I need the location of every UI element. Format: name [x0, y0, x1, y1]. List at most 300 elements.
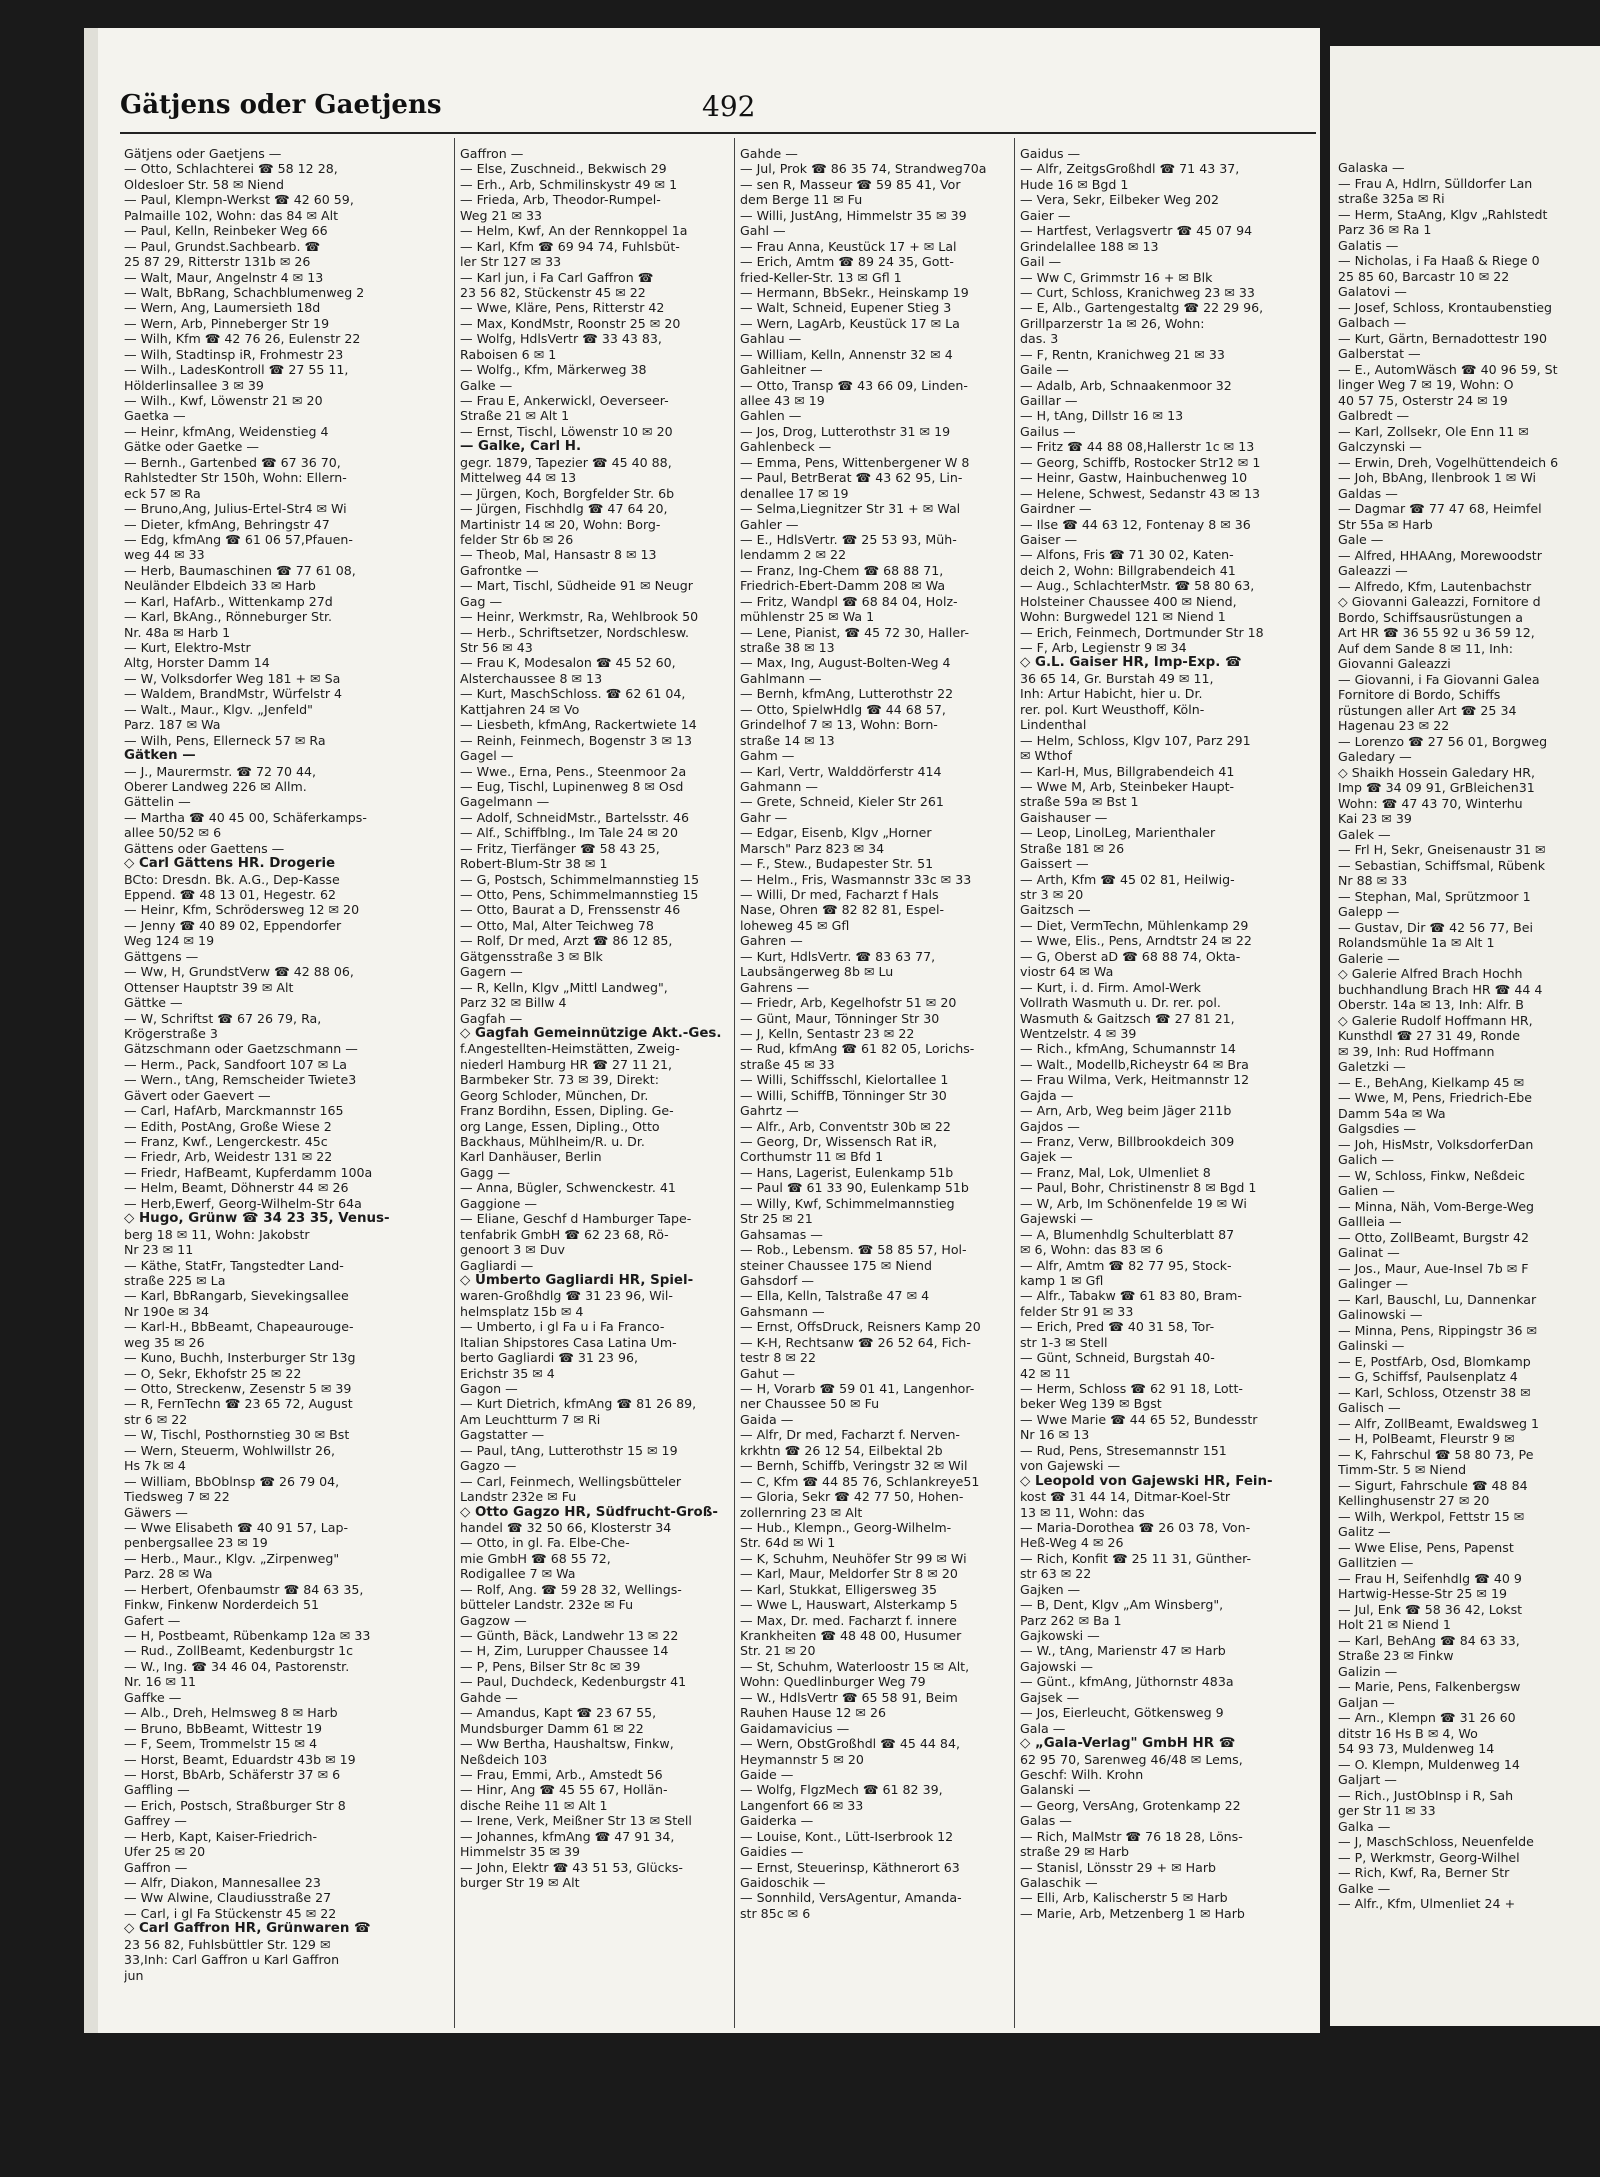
surname-heading: Gaillar — [1020, 393, 1078, 408]
directory-entry-line: — Rich, Konfit ☎ 25 11 31, Günther- [1020, 1550, 1252, 1566]
surname-heading: Gajda — [1020, 1087, 1074, 1103]
directory-entry-line: burger Str 19 ✉ Alt [460, 1875, 580, 1890]
surname-heading: Galdas — [1338, 485, 1398, 501]
directory-entry-line: str 1-3 ✉ Stell [1020, 1334, 1108, 1350]
directory-entry-line: — Paul, BetrBerat ☎ 43 62 95, Lin- [740, 470, 963, 486]
running-head: Gätjens oder Gaetjens [120, 90, 442, 120]
directory-entry-line: kost ☎ 31 44 14, Ditmar-Koel-Str [1020, 1489, 1231, 1505]
directory-entry-line: — Otto, Baurat a D, Frenssenstr 46 [460, 902, 681, 918]
directory-entry-line: — Paul, Bohr, Christinenstr 8 ✉ Bgd 1 [1020, 1180, 1257, 1196]
surname-heading: Gaiderka — [740, 1813, 814, 1829]
directory-entry-line: — Karl, Stukkat, Elligersweg 35 [740, 1581, 937, 1597]
directory-entry-line: Krankheiten ☎ 48 48 00, Husumer [740, 1628, 962, 1643]
directory-entry-line: — Hermann, BbSekr., Heinskamp 19 [740, 284, 969, 300]
directory-entry-line: Robert-Blum-Str 38 ✉ 1 [460, 856, 608, 872]
surname-heading: Galke — [1338, 1880, 1391, 1896]
directory-entry-line: — Wern, LagArb, Keustück 17 ✉ La [740, 315, 960, 331]
directory-entry-line: — Horst, BbArb, Schäferstr 37 ✉ 6 [124, 1766, 341, 1782]
directory-entry-line: Oberstr. 14a ✉ 13, Inh: Alfr. B [1338, 997, 1524, 1012]
header-rule [120, 132, 1316, 134]
directory-entry-line: — Otto, Streckenw, Zesenstr 5 ✉ 39 [124, 1381, 352, 1396]
directory-entry-line: allee 50/52 ✉ 6 [124, 825, 222, 841]
surname-heading: Gahrens — [740, 979, 810, 995]
directory-entry-line: Imp ☎ 34 09 91, GrBleichen31 [1338, 780, 1535, 795]
directory-entry-line: straße 14 ✉ 13 [740, 732, 835, 748]
directory-entry-line: — Grete, Schneid, Kieler Str 261 [740, 794, 944, 810]
directory-entry-line: — Adolf, SchneidMstr., Bartelsstr. 46 [460, 809, 689, 825]
directory-entry-line: Landstr 232e ✉ Fu [460, 1489, 577, 1505]
directory-entry-line: rer. pol. Kurt Weusthoff, Köln- [1020, 701, 1205, 717]
surname-heading: Gaitzsch — [1020, 902, 1091, 918]
surname-heading: Gafrontke — [460, 562, 539, 578]
directory-entry-line: Rodigallee 7 ✉ Wa [460, 1566, 576, 1582]
directory-entry-line: 23 56 82, Fuhlsbüttler Str. 129 ✉ [124, 1936, 331, 1952]
directory-entry-line: ◇ Giovanni Galeazzi, Fornitore d [1338, 594, 1541, 609]
directory-entry-line: — Herm, StaAng, Klgv „Rahlstedt [1338, 206, 1548, 222]
surname-heading: Gaffke — [124, 1689, 182, 1705]
directory-entry-line: — Herm., Pack, Sandfoort 107 ✉ La [124, 1056, 347, 1072]
surname-heading: Gaidus — [1020, 146, 1081, 161]
directory-entry-line: Nr 23 ✉ 11 [124, 1242, 194, 1258]
directory-entry-line: — E., BehAng, Kielkamp 45 ✉ [1338, 1074, 1525, 1090]
directory-entry-line: linger Weg 7 ✉ 19, Wohn: O [1338, 377, 1514, 392]
directory-entry-line: Parz. 28 ✉ Wa [124, 1566, 213, 1582]
surname-heading: Galek — [1338, 826, 1391, 842]
directory-entry-line: — Arn., Klempn ☎ 31 26 60 [1338, 1710, 1516, 1725]
surname-heading: Galepp — [1338, 904, 1400, 919]
directory-entry-line: Auf dem Sande 8 ✉ 11, Inh: [1338, 640, 1514, 656]
directory-entry-line: — Bruno, BbBeamt, Wittestr 19 [124, 1720, 323, 1736]
surname-heading: Galeazzi — [1338, 563, 1408, 578]
directory-entry-line: — Alb., Dreh, Helmsweg 8 ✉ Harb [124, 1705, 338, 1721]
directory-entry-line: — Horst, Beamt, Eduardstr 43b ✉ 19 [124, 1751, 356, 1767]
directory-entry-line: dische Reihe 11 ✉ Alt 1 [460, 1797, 608, 1813]
surname-heading: Gahut — [740, 1365, 795, 1381]
directory-entry-line: — Frau Wilma, Verk, Heitmannstr 12 [1020, 1072, 1250, 1088]
directory-entry-line: — Reinh, Feinmech, Bogenstr 3 ✉ 13 [460, 732, 693, 748]
directory-entry-line: — Otto, Pens, Schimmelmannstieg 15 [460, 887, 699, 902]
directory-entry-line: penbergsallee 23 ✉ 19 [124, 1535, 268, 1551]
directory-entry-line: — Jürgen, Koch, Borgfelder Str. 6b [460, 485, 675, 501]
directory-entry-line: — W., Ing. ☎ 34 46 04, Pastorenstr. [124, 1658, 350, 1674]
directory-entry-line: — Stanisl, Lönsstr 29 + ✉ Harb [1020, 1859, 1217, 1875]
directory-entry-line: — W, Schriftst ☎ 67 26 79, Ra, [124, 1010, 322, 1026]
directory-entry-line: — Franz, Mal, Lok, Ulmenliet 8 [1020, 1164, 1211, 1180]
surname-heading: Gaffron — [460, 146, 524, 161]
directory-entry-line: — Hans, Lagerist, Eulenkamp 51b [740, 1164, 954, 1180]
directory-entry-line: — Herbert, Ofenbaumstr ☎ 84 63 35, [124, 1581, 364, 1597]
directory-entry-line: — Karl jun, i Fa Carl Gaffron ☎ [460, 269, 654, 285]
directory-entry-line: — K, Fahrschul ☎ 58 80 73, Pe [1338, 1446, 1534, 1462]
surname-heading: Gahl — [740, 223, 786, 239]
directory-entry-line: — Bernh, kfmAng, Lutterothstr 22 [740, 686, 954, 702]
surname-heading: Gag — [460, 593, 503, 609]
directory-entry-line: — Kurt, Elektro-Mstr [124, 640, 251, 655]
directory-entry-line: Straße 23 ✉ Finkw [1338, 1648, 1454, 1663]
directory-entry-line: Hs 7k ✉ 4 [124, 1458, 186, 1474]
directory-entry-line: — William, BbOblnsp ☎ 26 79 04, [124, 1473, 340, 1489]
directory-entry-line: — Ernst, OffsDruck, Reisners Kamp 20 [740, 1319, 981, 1335]
directory-entry-line: Tiedsweg 7 ✉ 22 [124, 1489, 230, 1505]
directory-entry-line: Vollrath Wasmuth u. Dr. rer. pol. [1020, 995, 1221, 1011]
directory-entry-line: Am Leuchtturm 7 ✉ Ri [460, 1411, 601, 1427]
directory-entry-line: — Jos, Eierleucht, Götkensweg 9 [1020, 1705, 1224, 1721]
directory-entry-line: — Hartfest, Verlagsvertr ☎ 45 07 94 [1020, 223, 1253, 239]
directory-entry-line: testr 8 ✉ 22 [740, 1350, 816, 1366]
directory-entry-line: Nr 88 ✉ 33 [1338, 873, 1408, 888]
directory-entry-line: — Aug., SchlachterMstr. ☎ 58 80 63, [1020, 578, 1255, 594]
directory-entry-line: — Günt., kfmAng, Jüthornstr 483a [1020, 1674, 1234, 1690]
directory-entry-line: — Arth, Kfm ☎ 45 02 81, Heilwig- [1020, 871, 1235, 887]
directory-entry-line: f.Angestellten-Heimstätten, Zweig- [460, 1041, 680, 1057]
directory-entry-line: zollernring 23 ✉ Alt [740, 1504, 863, 1520]
directory-entry-line: Nr. 48a ✉ Harb 1 [124, 624, 231, 640]
directory-entry-line: Finkw, Finkenw Norderdeich 51 [124, 1597, 320, 1613]
surname-heading: Gävert oder Gaevert — [124, 1087, 271, 1103]
directory-entry-line: — Kurt Dietrich, kfmAng ☎ 81 26 89, [460, 1396, 697, 1412]
directory-entry-line: — Kurt, MaschSchloss. ☎ 62 61 04, [460, 686, 686, 702]
directory-entry-line: — Karl, Vertr, Walddörferstr 414 [740, 763, 942, 779]
directory-entry-line: Rahlstedter Str 150h, Wohn: Ellern- [124, 470, 347, 486]
directory-entry-line: — Alfr, ZollBeamt, Ewaldsweg 1 [1338, 1415, 1540, 1431]
directory-entry-line: — Karl, Maur, Meldorfer Str 8 ✉ 20 [740, 1566, 958, 1582]
directory-entry-line: Bordo, Schiffsausrüstungen a [1338, 609, 1523, 625]
directory-entry-line: genoort 3 ✉ Duv [460, 1242, 565, 1258]
directory-entry-line: 13 ✉ 11, Wohn: das [1020, 1504, 1145, 1520]
directory-entry-line: felder Str 91 ✉ 33 [1020, 1303, 1134, 1319]
directory-entry-line: Palmaille 102, Wohn: das 84 ✉ Alt [124, 207, 339, 223]
surname-heading: Gaggione — [460, 1195, 537, 1211]
column-separator [734, 138, 735, 2028]
surname-heading: Gagzo — [460, 1458, 517, 1474]
directory-entry-line: Kellinghusenstr 27 ✉ 20 [1338, 1493, 1490, 1508]
directory-entry-line: Inh: Artur Habicht, hier u. Dr. [1020, 686, 1203, 702]
directory-column-2 [460, 146, 730, 2026]
directory-entry-line: — Max, Ing, August-Bolten-Weg 4 [740, 655, 951, 671]
directory-entry-line: Parz 36 ✉ Ra 1 [1338, 222, 1432, 237]
surname-heading: Gajken — [1020, 1581, 1081, 1597]
directory-entry-line: — Alfr, ZeitgsGroßhdl ☎ 71 43 37, [1020, 161, 1240, 177]
directory-entry-line: ◇ „Gala-Verlag" GmbH HR ☎ [1020, 1736, 1236, 1752]
directory-entry-line: — Kurt, Gärtn, Bernadottestr 190 [1338, 330, 1547, 346]
directory-entry-line: — Karl, HafArb., Wittenkamp 27d [124, 593, 333, 609]
directory-entry-line: Straße 181 ✉ 26 [1020, 840, 1125, 856]
directory-entry-line: — Jul, Prok ☎ 86 35 74, Strandweg70a [740, 161, 987, 177]
surname-heading: Gaffling — [124, 1782, 190, 1798]
surname-heading: Gajewski — [1020, 1211, 1093, 1227]
directory-entry-line: — Theob, Mal, Hansastr 8 ✉ 13 [460, 547, 657, 563]
surname-heading: Gagfah — [460, 1010, 523, 1026]
directory-entry-line: org Lange, Essen, Dipling., Otto [460, 1118, 660, 1134]
surname-heading: Galitz — [1338, 1524, 1391, 1539]
directory-entry-line: — Friedr, HafBeamt, Kupferdamm 100a [124, 1164, 373, 1180]
surname-heading: Gahrtz — [740, 1103, 799, 1119]
directory-entry-line: — Georg, VersAng, Grotenkamp 22 [1020, 1797, 1241, 1813]
directory-entry-line: — O, Sekr, Ekhofstr 25 ✉ 22 [124, 1365, 302, 1381]
surname-heading: Gätke oder Gaetke — [124, 439, 259, 455]
directory-entry-line: mie GmbH ☎ 68 55 72, [460, 1550, 611, 1566]
directory-entry-line: deich 2, Wohn: Billgrabendeich 41 [1020, 562, 1236, 578]
directory-entry-line: — Joh, BbAng, Ilenbrook 1 ✉ Wi [1338, 470, 1537, 485]
directory-entry-line: Krögerstraße 3 [124, 1025, 218, 1041]
directory-entry-line: — Wern, Ang, Laumersieth 18d [124, 300, 321, 316]
directory-entry-line: — Karl-H, Mus, Billgrabendeich 41 [1020, 763, 1235, 779]
directory-entry-line: tenfabrik GmbH ☎ 62 23 68, Rö- [460, 1226, 669, 1242]
directory-entry-line: — O. Klempn, Muldenweg 14 [1338, 1756, 1520, 1772]
directory-entry-line: — Alfr., Kfm, Ulmenliet 24 + [1338, 1896, 1516, 1911]
surname-heading: Gajek — [1020, 1149, 1073, 1165]
directory-entry-line: — Wilh, Werkpol, Fettstr 15 ✉ [1338, 1508, 1525, 1524]
directory-entry-line: — Frau Anna, Keustück 17 + ✉ Lal [740, 238, 957, 254]
directory-entry-line: — Karl, BbRangarb, Sievekingsallee [124, 1288, 349, 1304]
directory-entry-line: — Alfred, HHAAng, Morewoodstr [1338, 547, 1542, 563]
surname-heading: Galaschik — [1020, 1875, 1098, 1890]
directory-entry-line: Altg, Horster Damm 14 [124, 655, 270, 671]
directory-entry-line: Marsch" Parz 823 ✉ 34 [740, 840, 885, 856]
directory-entry-line: — Willi, SchiffB, Tönninger Str 30 [740, 1087, 947, 1103]
directory-entry-line: — Wwe Elise, Pens, Papenst [1338, 1539, 1514, 1555]
directory-entry-line: — Karl-H., BbBeamt, Chapeaurouge- [124, 1319, 354, 1335]
directory-entry-line: — Anna, Bügler, Schwenckestr. 41 [460, 1180, 676, 1196]
surname-heading: Gahler — [740, 516, 799, 532]
directory-entry-line: — Wwe Marie ☎ 44 65 52, Bundesstr [1020, 1411, 1258, 1427]
directory-entry-line: — Wwe, Elis., Pens, Arndtstr 24 ✉ 22 [1020, 933, 1252, 949]
directory-entry-line: — Wilh., Kwf, Löwenstr 21 ✉ 20 [124, 393, 323, 408]
directory-entry-line: — Lene, Pianist, ☎ 45 72 30, Haller- [740, 624, 970, 640]
directory-entry-line: — Frau H, Seifenhdlg ☎ 40 9 [1338, 1570, 1522, 1586]
directory-entry-line: Laubsängerweg 8b ✉ Lu [740, 964, 894, 980]
directory-entry-line: — Louise, Kont., Lütt-Iserbrook 12 [740, 1828, 954, 1844]
directory-entry-line: 23 56 82, Stückenstr 45 ✉ 22 [460, 284, 646, 300]
directory-entry-line: — Wwe, Kläre, Pens, Ritterstr 42 [460, 300, 665, 316]
directory-entry-line: — Fritz, Wandpl ☎ 68 84 04, Holz- [740, 593, 958, 609]
surname-heading: Galinat — [1338, 1245, 1400, 1260]
directory-entry-line: Erichstr 35 ✉ 4 [460, 1365, 555, 1381]
directory-entry-line: — Wwe, M, Pens, Friedrich-Ebe [1338, 1090, 1532, 1105]
surname-heading: Gajsek — [1020, 1689, 1080, 1705]
directory-entry-line: — Jenny ☎ 40 89 02, Eppendorfer [124, 917, 342, 933]
directory-entry-line: — Umberto, i gl Fa u i Fa Franco- [460, 1319, 665, 1335]
directory-entry-line: — R, Kelln, Klgv „Mittl Landweg", [460, 979, 668, 995]
directory-entry-line: — Mart, Tischl, Südheide 91 ✉ Neugr [460, 578, 693, 594]
directory-entry-line: — G, Postsch, Schimmelmannstieg 15 [460, 871, 700, 887]
surname-heading: Gaffron — [124, 1859, 188, 1875]
directory-entry-line: helmsplatz 15b ✉ 4 [460, 1303, 584, 1319]
directory-entry-line: bütteler Landstr. 232e ✉ Fu [460, 1597, 634, 1613]
surname-heading: Gahr — [740, 809, 788, 825]
surname-heading: Gätken — [124, 748, 196, 764]
directory-entry-line: — Käthe, StatFr, Tangstedter Land- [124, 1257, 344, 1273]
directory-entry-line: — Georg, Dr, Wissensch Rat iR, [740, 1134, 938, 1149]
directory-entry-line: — Rud, Pens, Stresemannstr 151 [1020, 1442, 1227, 1458]
directory-entry-line: — Herb, Baumaschinen ☎ 77 61 08, [124, 562, 356, 578]
directory-entry-line: ◇ Leopold von Gajewski HR, Fein- [1020, 1473, 1273, 1489]
surname-heading: Gahde — [460, 1689, 518, 1705]
directory-entry-line: — Herb,Ewerf, Georg-Wilhelm-Str 64a [124, 1195, 362, 1211]
directory-entry-line: — G, Schiffsf, Paulsenplatz 4 [1338, 1369, 1518, 1384]
directory-entry-line: — Kurt, HdlsVertr. ☎ 83 63 77, [740, 948, 936, 964]
surname-heading: Gaffrey — [124, 1813, 187, 1829]
directory-entry-line: Himmelstr 35 ✉ 39 [460, 1844, 581, 1860]
directory-entry-line: — Ernst, Steuerinsp, Käthnerort 63 [740, 1859, 960, 1875]
surname-heading: Galizin — [1338, 1663, 1398, 1679]
directory-entry-line: — E, PostfArb, Osd, Blomkamp [1338, 1353, 1531, 1369]
directory-entry-line: Geschf: Wilh. Krohn [1020, 1766, 1144, 1782]
directory-entry-line: — F, Arb, Legienstr 9 ✉ 34 [1020, 640, 1187, 655]
directory-entry-line: — Wern, Steuerm, Wohlwillstr 26, [124, 1442, 336, 1458]
directory-entry-line: Parz 262 ✉ Ba 1 [1020, 1612, 1122, 1628]
directory-entry-line: — Fritz, Tierfänger ☎ 58 43 25, [460, 840, 660, 856]
directory-entry-line: — Erich, Pred ☎ 40 31 58, Tor- [1020, 1319, 1215, 1335]
surname-heading: Gahlmann — [740, 670, 822, 686]
directory-entry-line: — Erh., Arb, Schmilinskystr 49 ✉ 1 [460, 176, 678, 192]
directory-entry-line: — H, PolBeamt, Fleurstr 9 ✉ [1338, 1431, 1515, 1446]
directory-entry-line: Kunsthdl ☎ 27 31 49, Ronde [1338, 1028, 1520, 1043]
surname-heading: Gaidoschik — [740, 1875, 826, 1890]
directory-entry-line: — Marie, Arb, Metzenberg 1 ✉ Harb [1020, 1905, 1245, 1921]
directory-entry-line: — Jos, Drog, Lutterothstr 31 ✉ 19 [740, 423, 951, 439]
surname-heading: Galke — [460, 377, 513, 393]
directory-entry-line: Art HR ☎ 36 55 92 u 36 59 12, [1338, 625, 1535, 640]
directory-entry-line: Hude 16 ✉ Bgd 1 [1020, 176, 1129, 192]
directory-entry-line: Hartwig-Hesse-Str 25 ✉ 19 [1338, 1586, 1507, 1601]
surname-heading: Gahsmann — [740, 1303, 825, 1319]
directory-entry-line: — Irene, Verk, Meißner Str 13 ✉ Stell [460, 1813, 692, 1829]
directory-entry-line: — Fritz ☎ 44 88 08,Hallerstr 1c ✉ 13 [1020, 439, 1255, 455]
surname-heading: Gahlau — [740, 331, 802, 347]
directory-entry-line: — Frl H, Sekr, Gneisenaustr 31 ✉ [1338, 842, 1546, 857]
directory-entry-line: — Maria-Dorothea ☎ 26 03 78, Von- [1020, 1519, 1251, 1535]
directory-entry-line: — Paul, tAng, Lutterothstr 15 ✉ 19 [460, 1442, 678, 1458]
directory-entry-line: Wohn: ☎ 47 43 70, Winterhu [1338, 795, 1523, 811]
directory-entry-line: — H, tAng, Dillstr 16 ✉ 13 [1020, 408, 1184, 424]
directory-entry-line: viostr 64 ✉ Wa [1020, 964, 1114, 980]
directory-entry-line: — J., Maurermstr. ☎ 72 70 44, [124, 763, 317, 779]
directory-entry-line: ler Str 127 ✉ 33 [460, 254, 562, 270]
directory-entry-line: straße 38 ✉ 13 [740, 640, 835, 655]
directory-entry-line: 36 65 14, Gr. Burstah 49 ✉ 11, [1020, 670, 1214, 686]
directory-entry-line: buchhandlung Brach HR ☎ 44 4 [1338, 981, 1543, 997]
directory-entry-line: — Galke, Carl H. [460, 439, 582, 455]
directory-entry-line: — E, Alb., Gartengestaltg ☎ 22 29 96, [1020, 300, 1264, 316]
directory-entry-line: Ottenser Hauptstr 39 ✉ Alt [124, 979, 294, 995]
surname-heading: Gagg — [460, 1164, 511, 1180]
directory-entry-line: — Sigurt, Fahrschule ☎ 48 84 [1338, 1477, 1528, 1493]
directory-entry-line: handel ☎ 32 50 66, Klosterstr 34 [460, 1519, 672, 1535]
directory-entry-line: — Frieda, Arb, Theodor-Rumpel- [460, 192, 661, 208]
surname-heading: Gaile — [1020, 362, 1069, 378]
directory-entry-line: — Heinr, kfmAng, Weidenstieg 4 [124, 423, 329, 439]
directory-entry-line: steiner Chaussee 175 ✉ Niend [740, 1257, 932, 1273]
directory-entry-line: Georg Schloder, München, Dr. [460, 1087, 649, 1103]
directory-entry-line: berg 18 ✉ 11, Wohn: Jakobstr [124, 1226, 310, 1242]
directory-entry-line: — Rich, Kwf, Ra, Berner Str [1338, 1865, 1510, 1880]
directory-entry-line: Lindenthal [1020, 717, 1087, 733]
surname-heading: Gättelin — [124, 794, 191, 810]
surname-heading: Galinski — [1338, 1338, 1405, 1353]
directory-entry-line: — Erich, Postsch, Straßburger Str 8 [124, 1797, 346, 1813]
directory-entry-line: — Karl, Kfm ☎ 69 94 74, Fuhlsbüt- [460, 238, 680, 254]
surname-heading: Gaetka — [124, 408, 186, 424]
surname-heading: Gagstatter — [460, 1427, 545, 1443]
directory-entry-line: — H, Vorarb ☎ 59 01 41, Langenhor- [740, 1381, 975, 1396]
directory-entry-line: — Heinr, Werkmstr, Ra, Wehlbrook 50 [460, 609, 699, 625]
directory-entry-line: ✉ 39, Inh: Rud Hoffmann [1338, 1043, 1495, 1059]
directory-entry-line: — A, Blumenhdlg Schulterblatt 87 [1020, 1226, 1235, 1242]
directory-entry-line: — Wolfg., Kfm, Märkerweg 38 [460, 362, 647, 378]
directory-entry-line: weg 44 ✉ 33 [124, 547, 205, 563]
directory-entry-line: loheweg 45 ✉ Gfl [740, 917, 850, 933]
directory-entry-line: — Rob., Lebensm. ☎ 58 85 57, Hol- [740, 1242, 967, 1258]
directory-entry-line: Parz 32 ✉ Billw 4 [460, 995, 567, 1011]
directory-entry-line: — Walt., Modellb,Richeystr 64 ✉ Bra [1020, 1056, 1249, 1072]
directory-entry-line: Mittelweg 44 ✉ 13 [460, 470, 577, 486]
surname-heading: Gahmann — [740, 778, 819, 794]
directory-entry-line: — Alfons, Fris ☎ 71 30 02, Katen- [1020, 547, 1234, 563]
directory-entry-line: — Wolfg, FlgzMech ☎ 61 82 39, [740, 1782, 943, 1798]
directory-column-3 [740, 146, 1010, 2026]
surname-heading: Gairdner — [1020, 501, 1092, 517]
directory-entry-line: — Karl, Schloss, Otzenstr 38 ✉ [1338, 1384, 1531, 1400]
directory-entry-line: Weg 21 ✉ 33 [460, 207, 543, 223]
surname-heading: Gahlen — [740, 408, 802, 424]
directory-entry-line: ◇ Umberto Gagliardi HR, Spiel- [460, 1272, 694, 1288]
surname-heading: Gailus — [1020, 423, 1076, 439]
directory-entry-line: — Lorenzo ☎ 27 56 01, Borgweg [1338, 733, 1548, 749]
directory-entry-line: berto Gagliardi ☎ 31 23 96, [460, 1350, 638, 1366]
surname-heading: Gätjens oder Gaetjens — [124, 146, 282, 161]
directory-entry-line: — Stephan, Mal, Sprützmoor 1 [1338, 888, 1531, 904]
surname-heading: Gail — [1020, 254, 1062, 270]
directory-entry-line: — W., tAng, Marienstr 47 ✉ Harb [1020, 1643, 1226, 1659]
directory-entry-line: mühlenstr 25 ✉ Wa 1 [740, 609, 875, 625]
directory-entry-line: — Sebastian, Schiffsmal, Rübenk [1338, 857, 1546, 873]
directory-entry-line: dem Berge 11 ✉ Fu [740, 192, 863, 208]
directory-entry-line: — Paul ☎ 61 33 90, Eulenkamp 51b [740, 1180, 969, 1196]
directory-entry-line: ◇ Carl Gaffron HR, Grünwaren ☎ [124, 1921, 371, 1937]
surname-heading: Gahren — [740, 933, 803, 949]
directory-entry-line: niederl Hamburg HR ☎ 27 11 21, [460, 1056, 673, 1072]
surname-heading: Galien — [1338, 1183, 1395, 1198]
directory-entry-line: — Wern., tAng, Remscheider Twiete3 [124, 1072, 357, 1088]
directory-entry-line: 25 85 60, Barcastr 10 ✉ 22 [1338, 268, 1510, 284]
directory-entry-line: — E., HdlsVertr. ☎ 25 53 93, Müh- [740, 531, 957, 547]
directory-entry-line: — Amandus, Kapt ☎ 23 67 55, [460, 1705, 657, 1721]
directory-entry-line: — Elli, Arb, Kalischerstr 5 ✉ Harb [1020, 1890, 1228, 1906]
directory-entry-line: — W, Schloss, Finkw, Neßdeic [1338, 1167, 1525, 1183]
surname-heading: Gagliardi — [460, 1257, 534, 1273]
directory-entry-line: Italian Shipstores Casa Latina Um- [460, 1334, 677, 1350]
directory-entry-line: — Alfr, Dr med, Facharzt f. Nerven- [740, 1427, 960, 1443]
directory-entry-line: — Friedr, Arb, Kegelhofstr 51 ✉ 20 [740, 995, 957, 1011]
directory-entry-line: Wentzelstr. 4 ✉ 39 [1020, 1025, 1137, 1041]
directory-entry-line: — Walt, Schneid, Eupener Stieg 3 [740, 300, 952, 316]
directory-entry-line: Timm-Str. 5 ✉ Niend [1338, 1462, 1467, 1477]
directory-entry-line: — Jürgen, Fischhdlg ☎ 47 64 20, [460, 501, 668, 517]
surname-heading: Galetzki — [1338, 1059, 1406, 1074]
directory-entry-line: — K-H, Rechtsanw ☎ 26 52 64, Fich- [740, 1334, 971, 1350]
directory-entry-line: — Herm, Schloss ☎ 62 91 18, Lott- [1020, 1381, 1243, 1396]
directory-entry-line: — Rud., ZollBeamt, Kedenburgstr 1c [124, 1643, 354, 1659]
directory-entry-line: Damm 54a ✉ Wa [1338, 1105, 1446, 1121]
surname-heading: Gahsdorf — [740, 1272, 814, 1288]
directory-entry-line: — Leop, LinolLeg, Marienthaler [1020, 825, 1216, 841]
directory-entry-line: — Wilh, Pens, Ellerneck 57 ✉ Ra [124, 732, 326, 748]
directory-entry-line: Oldesloer Str. 58 ✉ Niend [124, 176, 285, 192]
directory-entry-line: — Paul, Duchdeck, Kedenburgstr 41 [460, 1674, 687, 1690]
surname-heading: Gagelmann — [460, 794, 550, 810]
surname-heading: Galatovi — [1338, 284, 1407, 299]
